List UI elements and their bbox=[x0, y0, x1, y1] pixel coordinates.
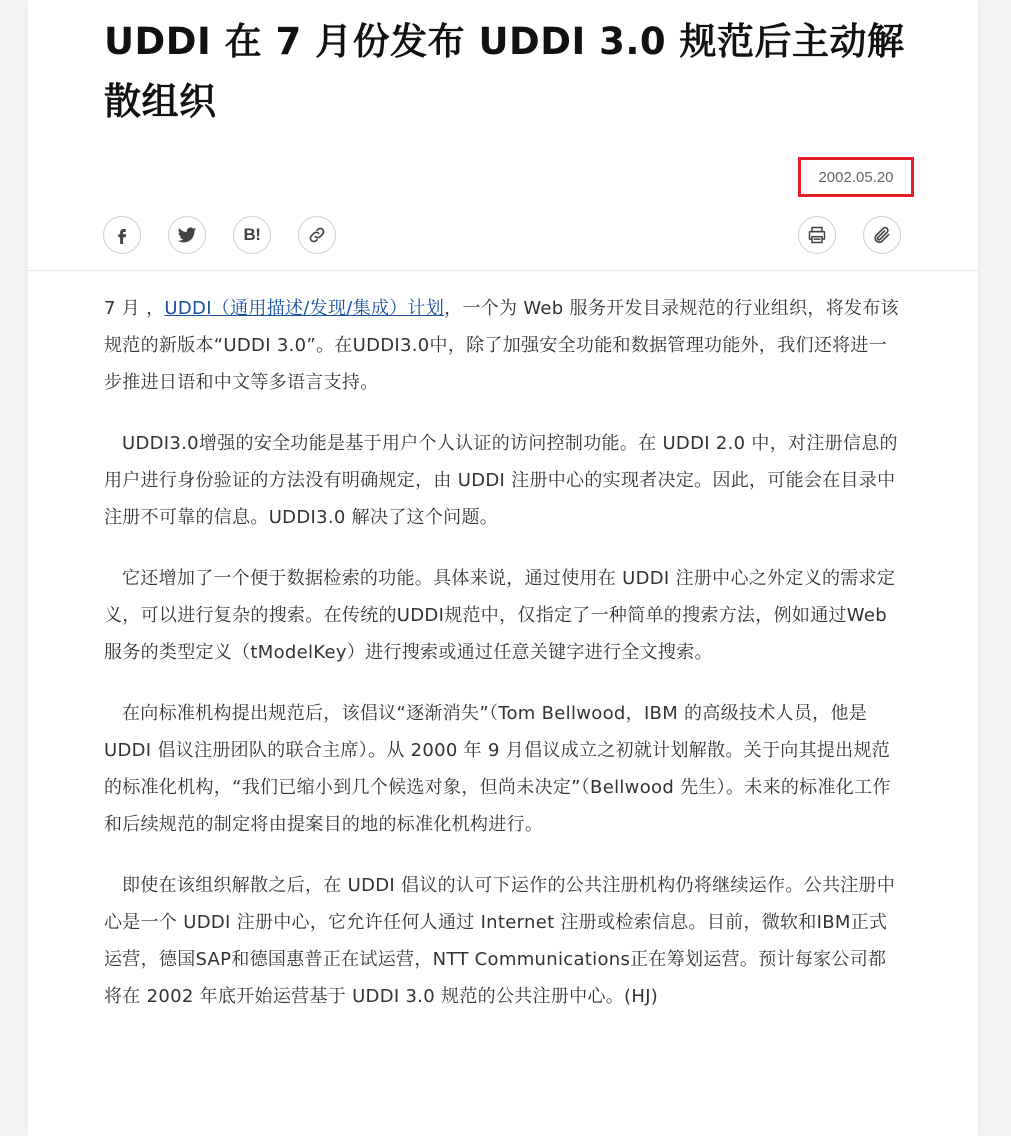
twitter-icon bbox=[176, 225, 198, 245]
paperclip-icon bbox=[872, 225, 892, 245]
paragraph-1-rest: ，一个为 Web 服务开发目录规范的行业组织，将发布该规范的新版本“UDDI 3.0”。在UDDI3.0中，除了加强安全功能和数据管理功能外，我们还将进一步推进日语和中文等多语言支持。 bbox=[104, 298, 899, 393]
twitter-share-button[interactable] bbox=[168, 216, 206, 254]
facebook-icon bbox=[113, 226, 131, 244]
print-icon bbox=[806, 225, 828, 245]
publish-date: 2002.05.20 bbox=[798, 157, 914, 197]
hatena-bookmark-button[interactable] bbox=[233, 216, 271, 254]
article-title: UDDI 在 7 月份发布 UDDI 3.0 规范后主动解散组织 bbox=[104, 20, 905, 123]
paragraph-1 bbox=[104, 290, 904, 401]
paragraph-5: 即使在该组织解散之后，在 UDDI 倡议的认可下运作的公共注册机构仍将继续运作。公共注册中心是一个 UDDI 注册中心，它允许任何人通过 Internet 注册或检索信息。目前，微软和IBM正式运营，德国SAP和德国惠普正在试运营，NTT Communications正在筹划运营。预计每家公司都将在 2002 年底开始运营基于 UDDI 3.0 规范的公共注册中心。(HJ) bbox=[104, 875, 896, 1007]
paragraph-4: 在向标准机构提出规范后，该倡议“逐渐消失”（Tom Bellwood，IBM 的高级技术人员，他是 UDDI 倡议注册团队的联合主席）。从 2000 年 9 月倡议成立之初就计划解散。关于向其提出规范的标准化机构，“我们已缩小到几个候选对象，但尚未决定”（Bellwood 先生）。未来的标准化工作和后续规范的制定将由提案目的地的标准化机构进行。 bbox=[104, 703, 891, 835]
header-divider bbox=[28, 270, 978, 271]
article-card bbox=[28, 0, 978, 1136]
article-body bbox=[104, 290, 904, 1039]
paragraph-1-lead: 7 月 ， bbox=[104, 298, 165, 319]
facebook-share-button[interactable] bbox=[103, 216, 141, 254]
attach-button[interactable] bbox=[863, 216, 901, 254]
print-button[interactable] bbox=[798, 216, 836, 254]
paragraph-3: 它还增加了一个便于数据检索的功能。具体来说，通过使用在 UDDI 注册中心之外定义的需求定义，可以进行复杂的搜索。在传统的UDDI规范中，仅指定了一种简单的搜索方法，例如通过Web服务的类型定义（tModelKey）进行搜索或通过任意关键字进行全文搜索。 bbox=[104, 568, 896, 663]
uddi-project-link[interactable]: UDDI（通用描述/发现/集成）计划 bbox=[164, 298, 445, 319]
hatena-bookmark-icon: B! bbox=[243, 225, 261, 244]
copy-link-button[interactable] bbox=[298, 216, 336, 254]
paragraph-2: UDDI3.0增强的安全功能是基于用户个人认证的访问控制功能。在 UDDI 2.0 中，对注册信息的用户进行身份验证的方法没有明确规定，由 UDDI 注册中心的实现者决定。因此，可能会在目录中注册不可靠的信息。UDDI3.0 解决了这个问题。 bbox=[104, 433, 898, 528]
link-icon bbox=[307, 225, 327, 245]
